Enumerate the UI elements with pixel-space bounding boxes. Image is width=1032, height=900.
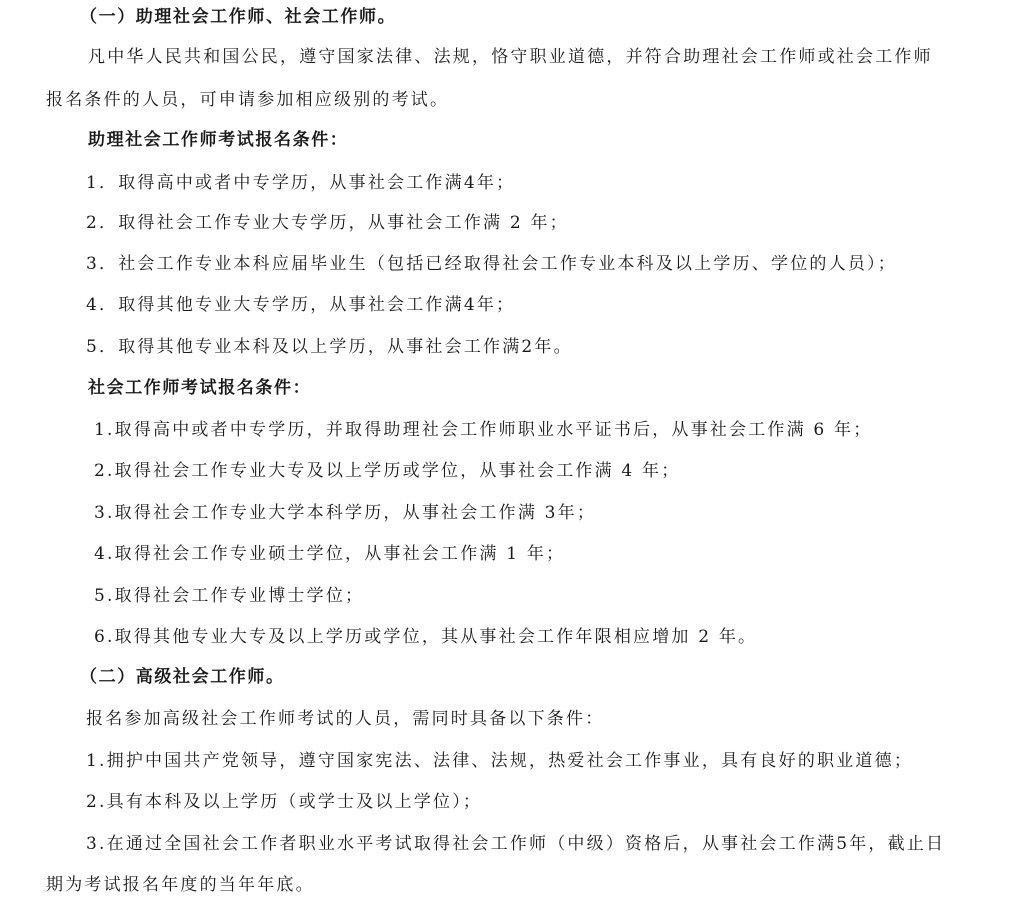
section1-intro-line1: 凡中华人民共和国公民，遵守国家法律、法规，恪守职业道德，并符合助理社会工作师或社会工作师 — [88, 47, 933, 67]
worker-item-2: 2.取得社会工作专业大专及以上学历或学位，从事社会工作满 4 年； — [94, 461, 681, 481]
section2-heading: （二）高级社会工作师。 — [80, 667, 285, 687]
assistant-item-5: 5．取得其他专业本科及以上学历，从事社会工作满2年。 — [86, 337, 573, 357]
assistant-item-3: 3．社会工作专业本科应届毕业生（包括已经取得社会工作专业本科及以上学历、学位的人员）； — [86, 254, 897, 274]
worker-item-3: 3.取得社会工作专业大学本科学历，从事社会工作满 3年； — [94, 503, 597, 523]
worker-conditions-title: 社会工作师考试报名条件： — [88, 378, 312, 398]
section1-heading: （一）助理社会工作师、社会工作师。 — [80, 7, 397, 27]
senior-item-1: 1.拥护中国共产党领导，遵守国家宪法、法律、法规，热爱社会工作事业，具有良好的职业道德； — [86, 751, 914, 771]
assistant-item-2: 2．取得社会工作专业大专学历，从事社会工作满 2 年； — [86, 213, 569, 233]
senior-item-3: 3.在通过全国社会工作者职业水平考试取得社会工作师（中级）资格后，从事社会工作满5年，截止日 — [86, 834, 946, 854]
assistant-item-1: 1．取得高中或者中专学历，从事社会工作满4年； — [86, 173, 516, 193]
senior-item-3-continued: 期为考试报名年度的当年年底。 — [46, 875, 315, 895]
worker-item-4: 4.取得社会工作专业硕士学位，从事社会工作满 1 年； — [94, 544, 566, 564]
worker-item-1: 1.取得高中或者中专学历，并取得助理社会工作师职业水平证书后，从事社会工作满 6 年； — [94, 420, 873, 440]
assistant-item-4: 4．取得其他专业大专学历，从事社会工作满4年； — [86, 295, 516, 315]
senior-item-2: 2.具有本科及以上学历（或学士及以上学位）； — [86, 792, 483, 812]
assistant-conditions-title: 助理社会工作师考试报名条件： — [88, 130, 349, 150]
section1-intro-line2: 报名条件的人员，可申请参加相应级别的考试。 — [46, 90, 450, 110]
worker-item-6: 6.取得其他专业大专及以上学历或学位，其从事社会工作年限相应增加 2 年。 — [94, 627, 758, 647]
worker-item-5: 5.取得社会工作专业博士学位； — [94, 586, 365, 606]
section2-intro: 报名参加高级社会工作师考试的人员，需同时具备以下条件： — [86, 709, 605, 729]
